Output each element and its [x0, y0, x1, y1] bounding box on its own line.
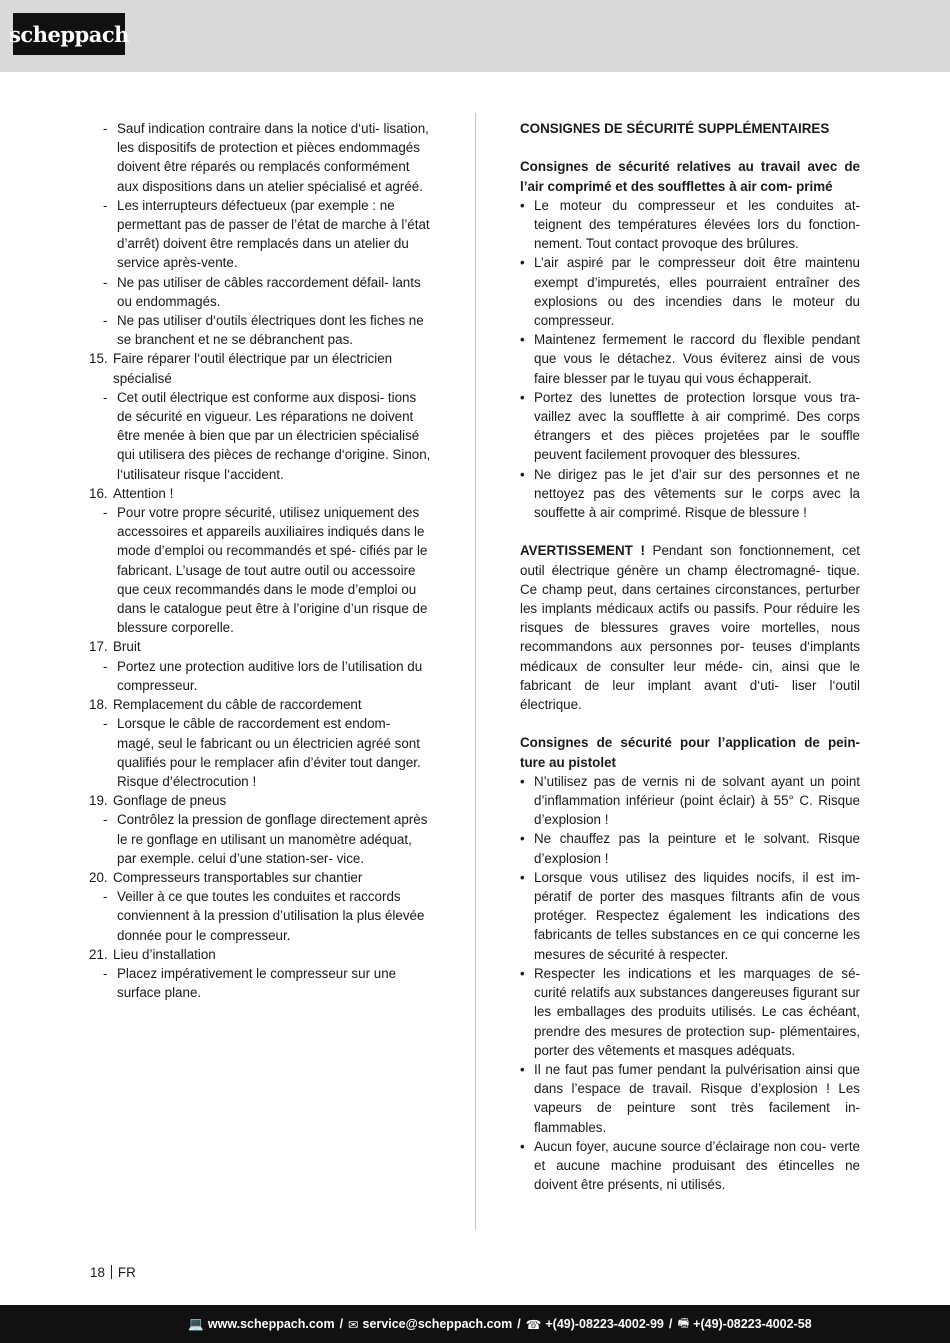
numbered-item: [89, 484, 431, 503]
dash-item-text: Portez une protection auditive lors de l’utilisation du compresseur.: [117, 658, 423, 693]
bullet-item: • Lorsque vous utilisez des liquides nocifs, il est im- pératif de porter des masques filtrants afin de vous protéger. Respectez également les indications des fabricants de telles substances en ce qui concerne les mesures de sécurité à respecter.: [520, 868, 860, 964]
numbered-item-text: Attention !: [113, 485, 174, 501]
scheppach-logo: scheppach: [13, 13, 125, 55]
dash-item: [89, 964, 431, 1002]
spray-painting-title: Consignes de sécurité pour l’application de pein- ture au pistolet: [520, 735, 860, 770]
dash-item-text: Contrôlez la pression de gonflage directement après le re gonflage en utilisant un manomètre adéquat, par exemple. celui d’une station-ser- vice.: [117, 812, 428, 866]
separator: /: [668, 1317, 673, 1331]
bullet-item: • Aucun foyer, aucune source d’éclairage non cou- verte et aucune machine produisant des étincelles ne doivent être présents, ni utilisés.: [520, 1137, 860, 1195]
left-column: [89, 119, 431, 1002]
item-number: 19.: [89, 793, 108, 809]
bullet-item: • Maintenez fermement le raccord du flexible pendant que vous le détachez. Vous éviterez ainsi de vous faire blesser par le tuyau qui vous échapperait.: [520, 330, 860, 388]
bullet-item: • Ne chauffez pas la peinture et le solvant. Risque d’explosion !: [520, 829, 860, 867]
website-link[interactable]: www.scheppach.com: [207, 1317, 335, 1331]
compressed-air-bullets: [520, 196, 860, 522]
dash-item-text: Ne pas utiliser de câbles raccordement défail- lants ou endommagés.: [117, 274, 421, 309]
bullet-item: • Portez des lunettes de protection lorsque vous tra- vaillez avec la soufflette à air comprimé. Des corps étrangers et des pièces projetées par le souffle peuvent facilement provoquer des blessures.: [520, 388, 860, 465]
item-number: 18.: [89, 697, 108, 713]
numbered-item: [89, 791, 431, 810]
phone-number: +(49)-08223-4002-99: [545, 1317, 664, 1331]
separator: /: [339, 1317, 344, 1331]
mail-icon: ✉: [348, 1317, 359, 1332]
fax-number: +(49)-08223-4002-58: [693, 1317, 812, 1331]
numbered-item-text: Remplacement du câble de raccordement: [113, 697, 362, 713]
dash-item-text: Cet outil électrique est conforme aux disposi- tions de sécurité en vigueur. Les réparations ne doivent être menée à bien que par un électricien spécialisé qui utilisera des pièces de rechange d‘origine. Sinon, l‘utilisateur risque l‘accident.: [117, 389, 431, 482]
dash-item-text: Les interrupteurs défectueux (par exemple : ne permettant pas de passer de l’état de marche à l’état d’arrêt) doivent être remplacés dans un atelier du service après-vente.: [117, 197, 430, 271]
item-number: 16.: [89, 485, 108, 501]
separator: /: [517, 1317, 521, 1331]
dash-item: [89, 196, 431, 273]
warning-paragraph: [520, 541, 860, 714]
dash-item-text: Veiller à ce que toutes les conduites et raccords conviennent à la pression d’utilisation la plus élevée donnée pour le compresseur.: [117, 889, 425, 943]
dash-item: [89, 503, 431, 637]
numbered-item-text: Faire réparer l‘outil électrique par un électricien spécialisé: [113, 351, 393, 386]
dash-item: [89, 810, 431, 868]
warning-label: AVERTISSEMENT !: [520, 543, 645, 559]
bullet-item: • N’utilisez pas de vernis ni de solvant ayant un point d’inflammation inférieur (point éclair) à 55° C. Risque d’explosion !: [520, 772, 860, 830]
bullet-item: • Ne dirigez pas le jet d’air sur des personnes et ne nettoyez pas des vêtements sur le corps avec la souffette à air comprimé. Risque de blessure !: [520, 465, 860, 523]
dash-item: [89, 311, 431, 349]
page-language: FR: [117, 1265, 136, 1280]
bullet-item: • Il ne faut pas fumer pendant la pulvérisation ainsi que dans l’espace de travail. Risque d’explosion ! Les vapeurs de peinture sont très facilement in- flammables.: [520, 1060, 860, 1137]
bullet-item: • Respecter les indications et les marquages de sé- curité relatifs aux substances dangereuses figurant sur les emballages des produits utilisés. Le cas échéant, prendre des mesures de protection sup- plémentaires, porter des vêtements et masques adéquats.: [520, 964, 860, 1060]
item-number: 17.: [89, 639, 108, 655]
numbered-item-text: Compresseurs transportables sur chantier: [113, 869, 363, 885]
fax-icon: 🖷: [677, 1315, 690, 1330]
section-heading: CONSIGNES DE SÉCURITÉ SUPPLÉMENTAIRES: [520, 121, 830, 136]
numbered-item: [89, 637, 431, 656]
warning-text: Pendant son fonctionnement, cet outil électrique génère un champ électromagné- tique. Ce champ peut, dans certaines circonstances, perturber les implants médicaux actifs ou passifs. Pour réduire les risques de blessures graves voire mortelles, nous recommandons aux personnes por- teuses d‘implants médicaux de consulter leur méde- cin, ainsi que le fabricant de leur implant avant d‘uti- liser l‘outil électrique.: [520, 543, 860, 713]
top-header-bar: [0, 0, 950, 72]
page-number-value: 18: [90, 1265, 105, 1280]
dash-item: [89, 657, 431, 695]
dash-item: [89, 388, 431, 484]
column-divider: [475, 113, 476, 1230]
dash-item-text: Pour votre propre sécurité, utilisez uniquement des accessoires et appareils auxiliaires indiqués dans le mode d’emploi ou recommandés et spé- cifiés par le fabricant. L’usage de tout autre outil ou accessoire que ceux recommandés dans le mode d’emploi ou dans le catalogue peut être à l’origine d’un risque de blessure corporelle.: [117, 505, 428, 636]
numbered-item-text: Bruit: [113, 639, 141, 655]
computer-icon: 💻: [188, 1316, 204, 1331]
dash-item-text: Lorsque le câble de raccordement est endom- magé, seul le fabricant ou un électricien agréé sont qualifiés pour le remplacer afin d’éviter tout danger. Risque d’électrocution !: [117, 716, 421, 789]
bullet-item: • Le moteur du compresseur et les conduites at- teignent des températures élevées lors du fonction- nement. Tout contact provoque des brûlures.: [520, 196, 860, 254]
dash-item-text: Ne pas utiliser d‘outils électriques dont les fiches ne se branchent et ne se débranchent pas.: [117, 313, 424, 348]
dash-item: [89, 273, 431, 311]
item-number: 21.: [89, 946, 108, 962]
dash-item: [89, 887, 431, 945]
page-number: [90, 1265, 136, 1280]
item-number: 15.: [89, 351, 108, 367]
numbered-item-text: Lieu d’installation: [113, 946, 216, 962]
numbered-item: [89, 945, 431, 964]
numbered-item-text: Gonflage de pneus: [113, 793, 227, 809]
numbered-item: [89, 349, 431, 387]
spray-painting-bullets: [520, 772, 860, 1194]
numbered-item: [89, 695, 431, 714]
contact-bar: [0, 1305, 950, 1343]
numbered-item: [89, 868, 431, 887]
dash-item-text: Placez impérativement le compresseur sur une surface plane.: [117, 965, 397, 1001]
email-link[interactable]: service@scheppach.com: [362, 1317, 513, 1331]
dash-item: [89, 119, 431, 196]
bullet-item: • L’air aspiré par le compresseur doit être maintenu exempt d’impuretés, elles pourraient entraîner des explosions ou des incendies dans le moteur du compresseur.: [520, 253, 860, 330]
compressed-air-title: Consignes de sécurité relatives au travail avec de l’air comprimé et des soufflettes à air com- primé: [520, 159, 860, 194]
right-column: [520, 119, 860, 1194]
item-number: 20.: [89, 869, 108, 885]
phone-icon: ☎: [525, 1317, 542, 1332]
dash-item: [89, 714, 431, 791]
dash-item-text: Sauf indication contraire dans la notice d‘uti- lisation, les dispositifs de protection et pièces endommagés doivent être réparés ou remplacés conformément aux dispositions dans un atelier spécialisé et agréé.: [117, 121, 429, 194]
